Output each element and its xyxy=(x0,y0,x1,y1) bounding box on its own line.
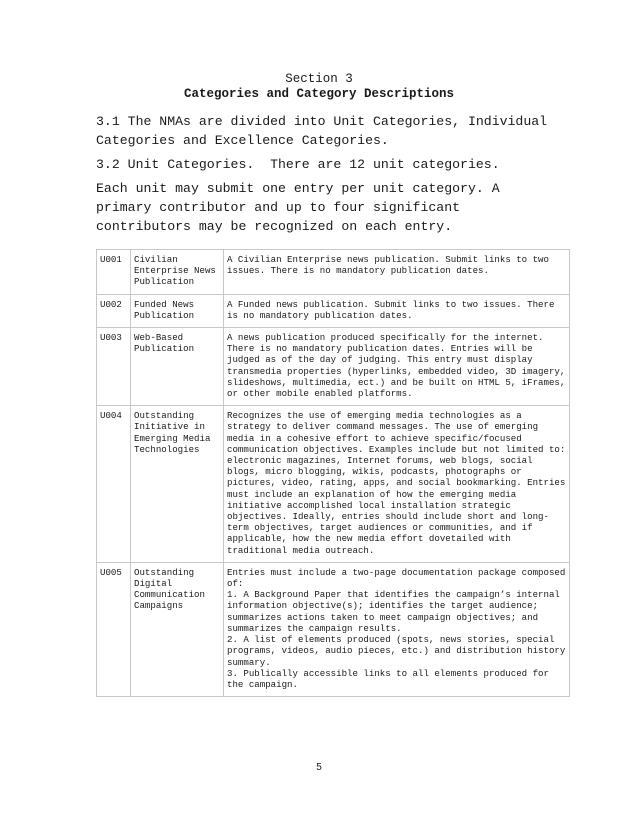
category-name: Outstanding Initiative in Emerging Media Technologies xyxy=(131,406,224,563)
category-code: U003 xyxy=(97,328,131,406)
unit-categories-table xyxy=(96,249,570,697)
category-name: Outstanding Digital Communication Campaigns xyxy=(131,562,224,696)
paragraph-entry-rules: Each unit may submit one entry per unit category. A primary contributor and up to four significant contributors may be recognized on each entry. xyxy=(96,181,500,234)
category-description xyxy=(224,328,570,406)
category-name: Funded News Publication xyxy=(131,294,224,327)
category-name: Web-Based Publication xyxy=(131,328,224,406)
section-title: Categories and Category Descriptions xyxy=(183,87,455,101)
paragraph-3-2: 3.2 Unit Categories. There are 12 unit categories. xyxy=(96,157,500,172)
description-line: 1. A Background Paper that identifies the campaign’s internal information objective(s); identifies the target audience; summarizes actions taken to meet campaign objectives; and summarizes the campaign results. xyxy=(227,589,560,634)
table-row xyxy=(97,294,570,327)
table-row xyxy=(97,562,570,696)
table-row xyxy=(97,250,570,295)
description-line: Entries must include a two-page documentation package composed of: xyxy=(227,566,566,590)
category-description xyxy=(224,250,570,295)
description-line: Recognizes the use of emerging media technologies as a strategy to deliver command messages. The use of emerging media in a cohesive effort to achieve specific/focused communication objectives. Examples include but not limited to: electronic magazines, Internet forums, web blogs, social blogs, micro blogging, wikis, podcasts, photographs or pictures, video, rating, apps, and social bookmarking. Entries must include an explanation of how the emerging media initiative accomplished local installation strategic objectives. Ideally, entries should include short and long-term objectives, target audiences or communities, and if applicable, how the new media effort dovetailed with traditional media outreach. xyxy=(227,410,566,556)
category-code: U001 xyxy=(97,250,131,295)
table-row xyxy=(97,406,570,563)
description-line: A Civilian Enterprise news publication. Submit links to two issues. There is no mandatory publication dates. xyxy=(227,254,549,277)
category-description xyxy=(224,406,570,563)
page-number: 5 xyxy=(316,762,322,773)
category-description xyxy=(224,294,570,327)
category-description xyxy=(224,562,570,696)
category-code: U005 xyxy=(97,562,131,696)
description-line: 3. Publically accessible links to all elements produced for the campaign. xyxy=(227,667,549,690)
section-number: Section 3 xyxy=(285,72,353,86)
description-line: A news publication produced specifically for the internet. There is no mandatory publication dates. Entries will be judged as of the day of judging. This entry must display transmedia properties (hyperlinks, embedded video, 3D imagery, slideshows, multimedia, ect.) and be built on HTML 5, iFrames, or other mobile enabled platforms. xyxy=(227,332,566,400)
category-code: U002 xyxy=(97,294,131,327)
category-name: Civilian Enterprise News Publication xyxy=(131,250,224,295)
description-line: 2. A list of elements produced (spots, news stories, special programs, videos, audio pieces, etc.) and distribution history summary. xyxy=(227,634,566,668)
description-line: A Funded news publication. Submit links to two issues. There is no mandatory publication dates. xyxy=(227,298,555,321)
table-row xyxy=(97,328,570,406)
paragraph-3-1: 3.1 The NMAs are divided into Unit Categories, Individual Categories and Excellence Categories. xyxy=(96,114,548,148)
category-code: U004 xyxy=(97,406,131,563)
